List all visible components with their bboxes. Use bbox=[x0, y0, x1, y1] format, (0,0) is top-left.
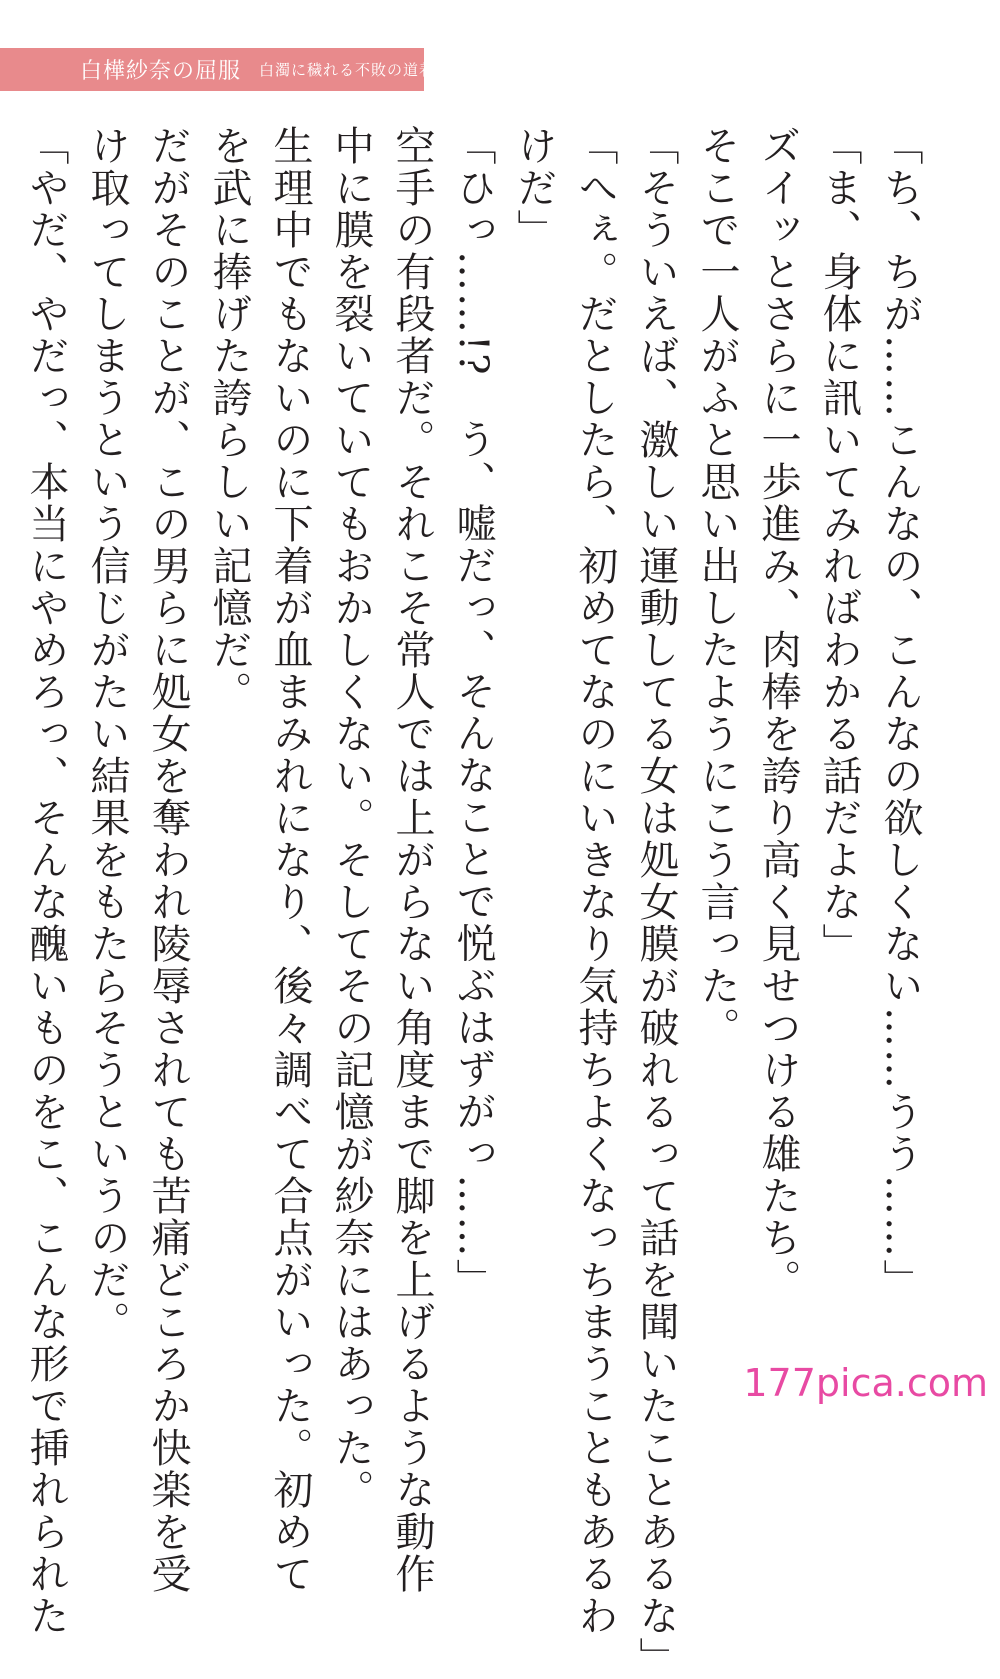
book-title: 白樺紗奈の屈服 bbox=[80, 59, 242, 84]
text-line: 生理中でもないのに下着が血まみれになり、後々調べて合点がいった。初めて bbox=[267, 125, 313, 1595]
text-line: 「ち、ちが……こんなの、こんなの欲しくない……うう……」 bbox=[877, 125, 923, 1301]
text-line: 「ひっ……!? う、嘘だっ、そんなことで悦ぶはずがっ……」 bbox=[450, 125, 496, 1301]
running-header bbox=[0, 48, 436, 91]
text-line: 「そういえば、激しい運動してる女は処女膜が破れるって話を聞いたことあるな」 bbox=[633, 125, 679, 1679]
text-line: け取ってしまうという信じがたい結果をもたらそうというのだ。 bbox=[84, 125, 130, 1343]
text-line: けだ」 bbox=[511, 125, 557, 251]
text-line: 空手の有段者だ。それこそ常人では上がらない角度まで脚を上げるような動作 bbox=[389, 125, 435, 1595]
text-line: そこで一人がふと思い出したようにこう言った。 bbox=[694, 125, 740, 1049]
text-line: を武に捧げた誇らしい記憶だ。 bbox=[206, 125, 252, 713]
text-line: 中に膜を裂いていてもおかしくない。そしてその記憶が紗奈にはあった。 bbox=[328, 125, 374, 1511]
watermark-text: 177pica.com bbox=[743, 1361, 988, 1405]
chapter-subtitle: 白濁に穢れる不敗の道着 bbox=[259, 61, 436, 79]
text-line: だがそのことが、この男らに処女を奪われ陵辱されても苦痛どころか快楽を受 bbox=[145, 125, 191, 1595]
text-line: 「へぇ。だとしたら、初めてなのにいきなり気持ちよくなっちまうこともあるわ bbox=[572, 125, 618, 1637]
text-line: 「やだ、やだっ、本当にやめろっ、そんな醜いものをこ、こんな形で挿れられた bbox=[23, 125, 69, 1637]
text-line: ズイッとさらに一歩進み、肉棒を誇り高く見せつける雄たち。 bbox=[755, 125, 801, 1301]
text-line: 「ま、身体に訊いてみればわかる話だよな」 bbox=[816, 125, 862, 965]
